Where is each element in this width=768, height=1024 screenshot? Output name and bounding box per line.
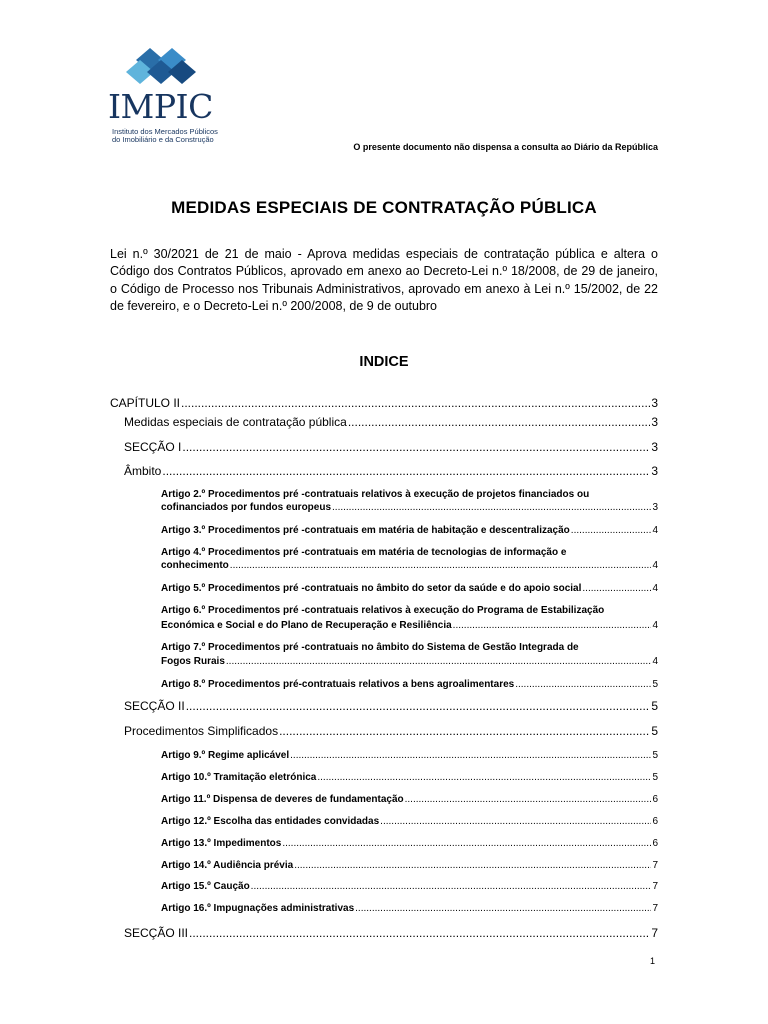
- toc-page: 5: [652, 772, 658, 783]
- toc-leader: [189, 926, 650, 940]
- toc-label: Artigo 12.º Escolha das entidades convidadas: [161, 816, 380, 827]
- toc-label: Económica e Social e do Plano de Recuperação e Resiliência: [161, 620, 452, 631]
- toc-entry-artigo-7[interactable]: [161, 656, 658, 667]
- toc-leader: [251, 881, 652, 892]
- logo-subtitle-line-1: Instituto dos Mercados Públicos: [112, 127, 218, 136]
- index-title: INDICE: [359, 354, 409, 370]
- logo-wordmark: IMPIC: [108, 87, 213, 126]
- toc-entry-artigo-13[interactable]: [161, 838, 658, 849]
- toc-entry-artigo-10[interactable]: [161, 772, 658, 783]
- toc-leader: [332, 502, 651, 513]
- toc-leader: [282, 838, 651, 849]
- toc-leader: [182, 440, 650, 454]
- toc-entry-artigo-3[interactable]: [161, 525, 658, 536]
- toc-entry-procedimentos-simplificados[interactable]: [124, 724, 658, 738]
- toc-label: CAPÍTULO II: [110, 396, 181, 410]
- toc-page: 7: [652, 903, 658, 914]
- toc-label: Artigo 5.º Procedimentos pré -contratuais no âmbito do setor da saúde e do apoio social: [161, 583, 582, 594]
- document-title: MEDIDAS ESPECIAIS DE CONTRATAÇÃO PÚBLICA: [171, 198, 597, 217]
- toc-page: 3: [652, 502, 658, 513]
- toc-entry-artigo-7-line-1[interactable]: Artigo 7.º Procedimentos pré -contratuais no âmbito do Sistema de Gestão Integrada de: [161, 642, 579, 653]
- toc-label: Artigo 11.º Dispensa de deveres de fundamentação: [161, 794, 404, 805]
- toc-leader: [181, 396, 650, 410]
- toc-page: 4: [652, 656, 658, 667]
- toc-leader: [317, 772, 651, 783]
- toc-page: 3: [651, 396, 658, 410]
- toc-entry-artigo-2[interactable]: [161, 502, 658, 513]
- toc-label: Artigo 14.º Audiência prévia: [161, 860, 294, 871]
- toc-label: Artigo 3.º Procedimentos pré -contratuais em matéria de habitação e descentralização: [161, 525, 570, 536]
- toc-label: Fogos Rurais: [161, 656, 225, 667]
- disclaimer: O presente documento não dispensa a consulta ao Diário da República: [353, 142, 658, 152]
- toc-leader: [453, 620, 652, 631]
- toc-page: 3: [651, 440, 658, 454]
- toc-label: Artigo 8.º Procedimentos pré-contratuais relativos a bens agroalimentares: [161, 679, 515, 690]
- toc-page: 5: [651, 699, 658, 713]
- toc-page: 4: [652, 583, 658, 594]
- toc-entry-artigo-4[interactable]: [161, 560, 658, 571]
- toc-entry-artigo-14[interactable]: [161, 860, 658, 871]
- toc-page: 7: [651, 926, 658, 940]
- toc-entry-artigo-2-line-1[interactable]: Artigo 2.º Procedimentos pré -contratuais relativos à execução de projetos financiados ou: [161, 489, 590, 500]
- toc-entry-capitulo-ii[interactable]: [110, 396, 658, 410]
- toc-leader: [226, 656, 652, 667]
- toc-page: 6: [652, 816, 658, 827]
- toc-entry-seccao-i[interactable]: [124, 440, 658, 454]
- toc-entry-seccao-ii[interactable]: [124, 699, 658, 713]
- toc-leader: [405, 794, 652, 805]
- toc-page: 6: [652, 838, 658, 849]
- toc-label: Medidas especiais de contratação pública: [124, 415, 347, 429]
- toc-entry-seccao-iii[interactable]: [124, 926, 658, 940]
- toc-entry-artigo-11[interactable]: [161, 794, 658, 805]
- impic-logo: [108, 48, 220, 144]
- toc-label: Âmbito: [124, 464, 162, 478]
- toc-leader: [582, 583, 651, 594]
- toc-leader: [162, 464, 650, 478]
- toc-label: Procedimentos Simplificados: [124, 724, 279, 738]
- toc-leader: [290, 750, 651, 761]
- toc-page: 3: [651, 464, 658, 478]
- toc-leader: [279, 724, 650, 738]
- toc-label: Artigo 9.º Regime aplicável: [161, 750, 290, 761]
- toc-label: SECÇÃO I: [124, 440, 182, 454]
- toc-page: 3: [651, 415, 658, 429]
- toc-entry-artigo-6[interactable]: [161, 620, 658, 631]
- toc-entry-artigo-16[interactable]: [161, 903, 658, 914]
- page-number: 1: [650, 956, 656, 966]
- toc-leader: [355, 903, 651, 914]
- toc-label: conhecimento: [161, 560, 229, 571]
- toc-entry-artigo-6-line-1[interactable]: Artigo 6.º Procedimentos pré -contratuais relativos à execução do Programa de Estabilização: [161, 605, 605, 616]
- toc-page: 7: [652, 881, 658, 892]
- toc-leader: [186, 699, 651, 713]
- toc-page: 7: [652, 860, 658, 871]
- toc-leader: [348, 415, 651, 429]
- toc-entry-artigo-12[interactable]: [161, 816, 658, 827]
- toc-entry-artigo-9[interactable]: [161, 750, 658, 761]
- toc-leader: [380, 816, 651, 827]
- toc-entry-artigo-4-line-1[interactable]: Artigo 4.º Procedimentos pré -contratuais em matéria de tecnologias de informação e: [161, 547, 567, 558]
- toc-page: 5: [652, 750, 658, 761]
- logo-subtitle: [112, 128, 218, 144]
- toc-page: 5: [651, 724, 658, 738]
- toc-page: 4: [652, 560, 658, 571]
- logo-subtitle-line-2: do Imobiliário e da Construção: [112, 135, 214, 144]
- toc-label: Artigo 10.º Tramitação eletrónica: [161, 772, 317, 783]
- toc-label: SECÇÃO II: [124, 699, 185, 713]
- toc-entry-artigo-8[interactable]: [161, 679, 658, 690]
- toc-entry-ambito[interactable]: [124, 464, 658, 478]
- toc-page: 4: [652, 620, 658, 631]
- toc-entry-artigo-5[interactable]: [161, 583, 658, 594]
- toc-leader: [294, 860, 651, 871]
- toc-leader: [571, 525, 652, 536]
- toc-label: Artigo 15.º Caução: [161, 881, 250, 892]
- toc-page: 5: [652, 679, 658, 690]
- toc-entry-artigo-15[interactable]: [161, 881, 658, 892]
- toc-leader: [230, 560, 652, 571]
- toc-label: Artigo 13.º Impedimentos: [161, 838, 282, 849]
- impic-diamond-icon: [126, 48, 196, 92]
- toc-page: 6: [652, 794, 658, 805]
- toc-label: cofinanciados por fundos europeus: [161, 502, 332, 513]
- toc-page: 4: [652, 525, 658, 536]
- toc-leader: [515, 679, 651, 690]
- toc-label: SECÇÃO III: [124, 926, 189, 940]
- toc-label: Artigo 16.º Impugnações administrativas: [161, 903, 355, 914]
- toc-entry-medidas[interactable]: [124, 415, 658, 429]
- law-description: Lei n.º 30/2021 de 21 de maio - Aprova medidas especiais de contratação pública e altera o Código dos Contratos Públicos, aprovado em anexo ao Decreto-Lei n.º 18/2008, de 29 de janeiro, o Código de Processo nos Tribunais Administrativos, aprovado em anexo à Lei n.º 15/2002, de 22 de fevereiro, e o Decreto-Lei n.º 200/2008, de 9 de outubro: [110, 247, 658, 313]
